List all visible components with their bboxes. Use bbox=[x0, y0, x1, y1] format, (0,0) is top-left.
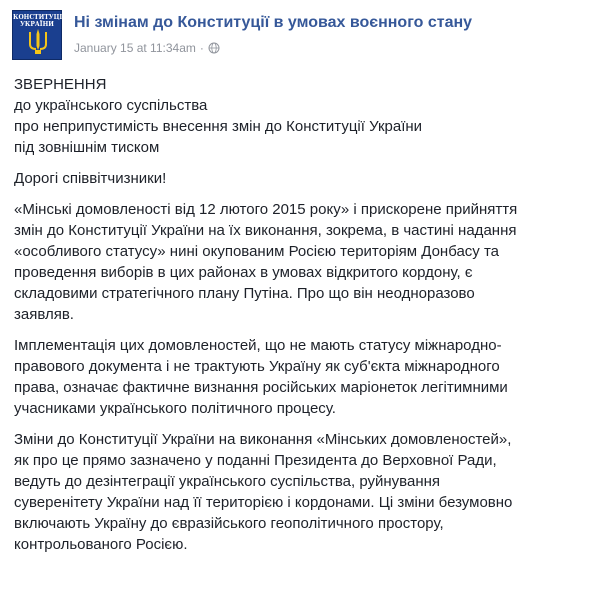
greeting-line: Дорогі співвітчизники! bbox=[14, 170, 167, 187]
paragraph-line: ведуть до дезінтеграції українського суспільства, руйнування bbox=[14, 473, 441, 490]
paragraph-line: правового документа і не трактують Україну як суб'єкта міжнародного bbox=[14, 358, 500, 375]
page-name-link[interactable]: Ні змінам до Конституції в умовах воєнного стану bbox=[74, 14, 473, 31]
post-paragraph-3 bbox=[14, 429, 606, 555]
paragraph-line: включають Україну до євразійського геополітичного простору, bbox=[14, 515, 444, 532]
heading-line: до українського суспільства bbox=[14, 97, 208, 114]
paragraph-line: складовими стратегічного плану Путіна. Про що він неодноразово bbox=[14, 285, 475, 302]
page-avatar[interactable] bbox=[12, 10, 68, 60]
globe-icon[interactable] bbox=[208, 42, 220, 54]
post-timestamp[interactable]: January 15 at 11:34am bbox=[74, 41, 196, 55]
post-meta bbox=[74, 41, 220, 55]
paragraph-line: проведення виборів в цих районах в умовах відкритого кордону, є bbox=[14, 264, 473, 281]
trident-icon bbox=[26, 28, 50, 56]
post-heading bbox=[14, 74, 606, 158]
post-paragraph-1 bbox=[14, 199, 606, 325]
paragraph-line: змін до Конституції України на їх виконання, зокрема, в частині надання bbox=[14, 222, 517, 239]
post-body bbox=[14, 74, 606, 565]
paragraph-line: права, означає фактичне визнання російських маріонеток легітимними bbox=[14, 379, 508, 396]
paragraph-line: учасниками українського політичного процесу. bbox=[14, 400, 336, 417]
heading-line: ЗВЕРНЕННЯ bbox=[14, 76, 107, 93]
paragraph-line: заявляв. bbox=[14, 306, 74, 323]
paragraph-line: «особливого статусу» нині окупованим Росією територіям Донбасу та bbox=[14, 243, 500, 260]
heading-line: під зовнішнім тиском bbox=[14, 139, 160, 156]
heading-line: про неприпустимість внесення змін до Конституції України bbox=[14, 118, 423, 135]
post-header bbox=[12, 10, 607, 62]
paragraph-line: «Мінські домовленості від 12 лютого 2015 року» і прискорене прийняття bbox=[14, 201, 518, 218]
avatar-label: КОНСТИТУЦІЯ УКРАЇНИ bbox=[13, 14, 68, 28]
paragraph-line: суверенітету України над її територією і кордонами. Ці зміни безумовно bbox=[14, 494, 513, 511]
post-paragraph-2 bbox=[14, 335, 606, 419]
paragraph-line: контрольованого Росією. bbox=[14, 536, 188, 553]
post-greeting bbox=[14, 168, 606, 189]
paragraph-line: Імплементація цих домовленостей, що не мають статусу міжнародно- bbox=[14, 337, 502, 354]
paragraph-line: Зміни до Конституції України на виконання «Мінських домовленостей», bbox=[14, 431, 512, 448]
meta-separator: · bbox=[199, 41, 204, 55]
paragraph-line: як про це прямо зазначено у поданні Президента до Верховної Ради, bbox=[14, 452, 497, 469]
